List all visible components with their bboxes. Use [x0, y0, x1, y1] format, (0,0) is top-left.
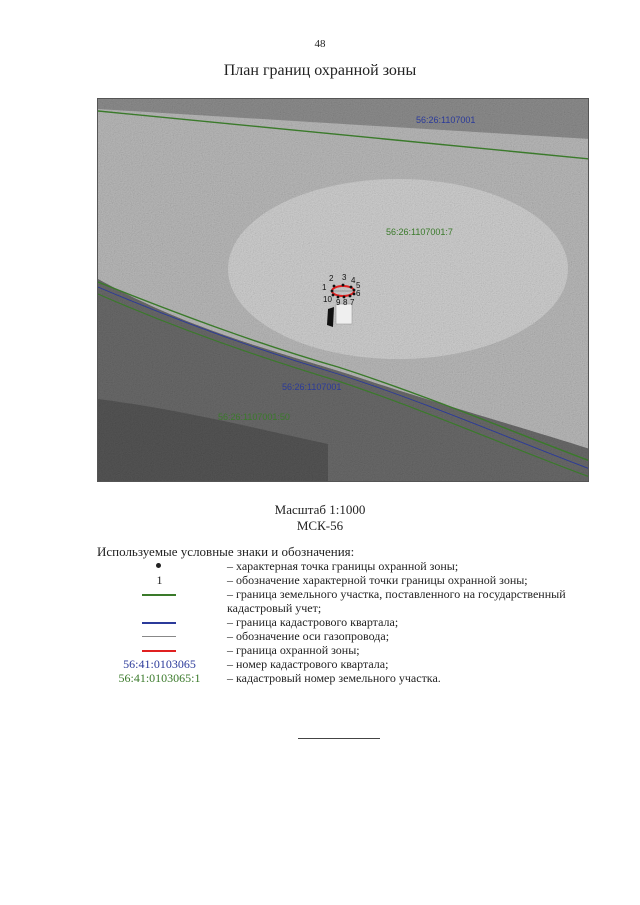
- legend-text: – обозначение оси газопровода;: [227, 629, 390, 643]
- scale-text: Масштаб 1:1000: [274, 502, 366, 517]
- point-label: 1: [322, 283, 327, 292]
- point-label: 8: [343, 298, 348, 307]
- quarter-label-top: 56:26:1107001: [416, 115, 476, 125]
- legend-text: – граница охранной зоны;: [227, 643, 360, 657]
- legend-text: – граница кадастрового квартала;: [227, 615, 399, 629]
- legend-text: – характерная точка границы охранной зоны;: [227, 559, 459, 573]
- quarter-label-bottom: 56:26:1107001: [282, 382, 342, 392]
- point-label: 3: [342, 273, 347, 282]
- legend-row-parcel-number: [97, 671, 597, 685]
- point-dot-symbol: [156, 563, 161, 568]
- point-label: 10: [323, 295, 332, 304]
- crs-text: МСК-56: [296, 518, 344, 533]
- point-dot: [350, 286, 353, 289]
- legend-title: Используемые условные знаки и обозначения:: [97, 544, 355, 559]
- point-number-symbol: 1: [156, 573, 163, 587]
- point-label: 5: [356, 281, 361, 290]
- legend-text: – номер кадастрового квартала;: [227, 657, 389, 671]
- structure: [336, 304, 352, 324]
- quarter-number-symbol: 56:41:0103065: [123, 657, 196, 671]
- legend-text: – обозначение характерной точки границы охранной зоны;: [227, 573, 528, 587]
- structure-shadow: [327, 307, 334, 327]
- parcel-boundary-symbol: [142, 594, 176, 596]
- point-dot: [353, 289, 356, 292]
- point-dot: [342, 284, 345, 287]
- point-dot: [332, 294, 335, 297]
- legend: [97, 559, 597, 685]
- point-label: 9: [336, 298, 341, 307]
- legend-row-point-number: [97, 573, 597, 587]
- legend-row-quarter-boundary: [97, 615, 597, 629]
- point-dot: [349, 295, 352, 298]
- parcel-label-left: 56:26:1107001:50: [218, 412, 290, 422]
- legend-row-parcel-boundary: [97, 587, 597, 615]
- parcel-label-center: 56:26:1107001:7: [386, 227, 453, 237]
- page-title: План границ охранной зоны: [223, 62, 417, 79]
- legend-row-quarter-number: [97, 657, 597, 671]
- parcel-number-symbol: 56:41:0103065:1: [118, 671, 201, 685]
- scale-block: [0, 502, 640, 534]
- point-label: 4: [351, 276, 356, 285]
- map-frame[interactable]: [97, 98, 589, 482]
- legend-text: – граница земельного участка, поставленного на государственный кадастровый учет;: [227, 587, 566, 615]
- legend-text: – кадастровый номер земельного участка.: [227, 671, 441, 685]
- zone-boundary-symbol: [142, 650, 176, 652]
- quarter-boundary-symbol: [142, 622, 176, 624]
- point-dot: [353, 293, 356, 296]
- point-label: 2: [329, 274, 334, 283]
- legend-row-point: [97, 559, 597, 573]
- point-dot: [331, 290, 334, 293]
- point-label: 7: [350, 298, 355, 307]
- legend-row-pipeline-axis: [97, 629, 597, 643]
- pipeline-axis-symbol: [142, 636, 176, 637]
- point-label: 6: [356, 289, 361, 298]
- page-number: 48: [314, 38, 326, 50]
- aerial-map: [98, 99, 589, 482]
- signature-line: [298, 738, 380, 739]
- legend-row-zone-boundary: [97, 643, 597, 657]
- map-light-field: [228, 179, 568, 359]
- point-dot: [333, 285, 336, 288]
